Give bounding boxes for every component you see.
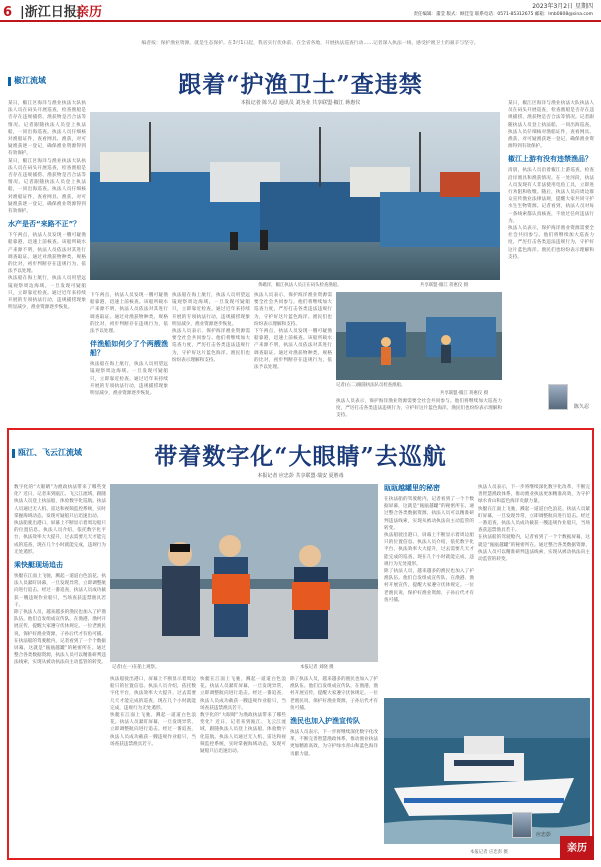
reporter1-name: 陈久忍 — [574, 404, 590, 410]
article2-column-5 — [384, 484, 474, 694]
article2-column-2 — [110, 676, 196, 856]
article1-right-text-3: 执法人员表示，保护海洋渔业资源需要全社会共同参与。他们将继续加大巡查力度，严厉打击各类违法违规行为，守护好这片蓝色海洋。渔民们也纷纷表示理解和支持。 — [508, 226, 594, 260]
article2-col1-text-4: 除了执法人员，越来越多的渔民也加入了护渔队伍。他们自发组成宣传队，在渔港、渔村开展宣传，提醒大家遵守伏休规定。一位老渔民说，保护好渔业资源，子孙后代才有鱼可捕。 — [14, 610, 106, 637]
article2-column-1 — [14, 484, 106, 854]
article2-col2-text: 执法船驶出港口，屏幕上不断显示着周边船只的位置信息。执法人员介绍，依托数字化平台，执法效率大大提升，过去需要几天才能完成的巡查，现在几个小时就能完成，违规行为无处遁形。 — [110, 677, 196, 711]
article2-col5-text-3: 除了执法人员，越来越多的渔民也加入了护渔队伍。他们自发组成宣传队，在渔港、渔村开展宣传，提醒大家遵守伏休规定。一位老渔民说，保护好渔业资源，子孙后代才有鱼可捕。 — [384, 569, 474, 603]
article1-col4-text-2: 下午两点，执法人员发现一艘可疑渔船靠港，迅速上前核查。该船所载水产来源不明，执法人员依法对其进行调查取证。通过对渔获物种类、规格的比对，初步判断存在违规行为，依法予以处理。 — [254, 329, 332, 371]
article2-photo-caption: 记者(左一)在船上观察。 — [112, 665, 160, 670]
article1-column-5 — [336, 398, 502, 422]
article2-photo2-credit: 本报记者 应忠彭 摄 — [470, 850, 508, 855]
article2-col3-text-2: 数字化的“大眼睛”为渔政执法带来了哪些变化？近日，记者来到瓯江、飞云江流域，跟随执法人员登上执法船，体验数字化巡航。执法人员通过无人机、雷达和视频监控系统，实时掌握海域动态，发现可疑船只后迅速出动。 — [200, 713, 286, 755]
article1-col3-text-2: 执法人员表示，保护海洋渔业资源需要全社会共同参与。他们将继续加大巡查力度，严厉打击各类违法违规行为，守护好这片蓝色海洋。渔民们也纷纷表示理解和支持。 — [172, 329, 250, 363]
article1-right-text-2: 清晨，执法人员沿着椒江上游巡查，检查沿岸渔具和渔获情况。在一处河段，执法人员发现有人非法使用电鱼工具，立即进行劝阻和收缴。随后，执法人员向周边群众宣传渔业法律法规，提醒大家共同守护水生生物资源。记者看到，执法人员对每一条线索都认真核查，不放过任何违法行为。 — [508, 168, 594, 224]
article1-right-text-1: 某日，椒江区海洋与渔业执法大队执法人员在码头开展巡查，检查渔船是否存在违规捕捞、渔获物是否合法等情况。记者跟随执法人员登上执法船，一同出海巡查。执法人员仔细核对渔船证件，查看网具、渔获，对可疑渔获逐一登记，确保渔业资源得到有效保护。 — [508, 101, 594, 150]
article2-main-photo — [110, 484, 378, 662]
section-badge-text: 亲历 — [567, 842, 587, 854]
article2-column-4 — [290, 676, 378, 856]
patrol-boat-officers-illustration — [110, 484, 378, 662]
patrol-ship-illustration — [384, 698, 590, 844]
article2-column-3 — [200, 676, 286, 856]
article2-col1-text-2: 执法船驶出港口，屏幕上不断显示着周边船只的位置信息。执法人员介绍，依托数字化平台，执法效率大大提升，过去需要几天才能完成的巡查，现在几个小时就能完成，违规行为无处遁形。 — [14, 521, 106, 555]
section-badge — [560, 836, 594, 860]
page-header — [0, 0, 601, 22]
editor-info: 责任编辑：董莹 版式：顾佳莹 联系电话：0571-85312675 邮箱：lmb0808@sina.com — [413, 12, 593, 17]
article1-editor-note: 编者按：保护渔业资源，就是生态保护。在3月1日起，我省实行伏休前，在全省各地，开展执法巡查行动……记者深入执法一线，感受护渔卫士的艰辛与坚守。 — [141, 41, 479, 46]
article1-second-photo — [336, 292, 502, 380]
article1-col4-text: 执法人员表示，保护海洋渔业资源需要全社会共同参与。他们将继续加大巡查力度，严厉打击各类违法违规行为，守护好这片蓝色海洋。渔民们也纷纷表示理解和支持。 — [254, 293, 332, 327]
article1-right-subhead: 椒江上游有没有违禁渔品？ — [508, 155, 592, 164]
article1-byline: 本报记者 陈久忍 通讯员 刘为业 共享联盟·椒江 蒋惠仪 — [240, 100, 361, 106]
article1-photo2-credit: 共享联盟·椒江 蒋惠仪 摄 — [440, 391, 489, 396]
article1-col3-text: 执法船在海上航行，执法人员用望远镜观察周边海域。一旦发现可疑船只，立即靠近检查。通过近年来持续开展的专项执法行动，违规捕捞现象明显减少，渔业资源逐步恢复。 — [172, 293, 250, 327]
article1-title: 跟着“护渔卫士”查违禁 — [178, 71, 423, 98]
tag-text-2: 瓯江、飞云江流域 — [18, 448, 82, 457]
article2-title: 带着数字化“大眼睛”去巡航 — [154, 443, 447, 470]
article2-col1-text: 数字化的“大眼睛”为渔政执法带来了哪些变化？近日，记者来到瓯江、飞云江流域，跟随执法人员登上执法船，体验数字化巡航。执法人员通过无人机、雷达和视频监控系统，实时掌握海域动态，发现可疑船只后迅速出动。 — [14, 485, 106, 519]
article1-col1-text: 某日，椒江区海洋与渔业执法大队执法人员在码头开展巡查，检查渔船是否存在违规捕捞、渔获物是否合法等情况。记者跟随执法人员登上执法船，一同出海巡查。执法人员仔细核对渔船证件，查看网具、渔获，对可疑渔获逐一登记，确保渔业资源得到有效保护。 — [8, 101, 86, 157]
article1-subhead-1: 水产是否“来路不正”？ — [8, 220, 81, 229]
article2-col4-text-2: 执法人员表示，下一步将继续深化数字化改革，不断完善智慧渔政体系，推动渔业执法更加精准高效，为守护绿水青山和蓝色海洋贡献力量。 — [290, 730, 378, 757]
article1-column-2 — [90, 292, 168, 420]
article2-col2-text-2: 快艇在江面上飞驰，溅起一道道白色浪花。执法人员紧盯屏幕，一旦发现异常，立即调整航向进行追击。经过一番追查，执法人员成功截获一艘违规作业船只，当场查获违禁渔具若干。 — [110, 713, 196, 747]
article2-subhead-3: 瓯瓯越罐里的秘密 — [384, 484, 440, 492]
article2-col5-text-2: 执法船驶出港口，屏幕上不断显示着周边船只的位置信息。执法人员介绍，依托数字化平台，执法效率大大提升，过去需要几天才能完成的巡查，现在几个小时就能完成，违规行为无处遁形。 — [384, 533, 474, 567]
reporter2-name: 应忠彭 — [536, 832, 552, 838]
article1-col1-text-3: 下午两点，执法人员发现一艘可疑渔船靠港，迅速上前核查。该船所载水产来源不明，执法人员依法对其进行调查取证。通过对渔获物种类、规格的比对，初步判断存在违规行为，依法予以处理。 — [8, 233, 86, 275]
paper-logo: |浙江日报| — [20, 5, 82, 20]
article2-col4-text: 除了执法人员，越来越多的渔民也加入了护渔队伍。他们自发组成宣传队，在渔港、渔村开展宣传，提醒大家遵守伏休规定。一位老渔民说，保护好渔业资源，子孙后代才有鱼可捕。 — [290, 677, 378, 711]
article1-photo2-caption: 记者(右二)跟随执法队员检查渔船。 — [336, 383, 406, 388]
issue-date: 2023年3月2日 星期四 — [532, 3, 593, 10]
article1-main-photo — [90, 112, 500, 280]
article1-column-3 — [172, 292, 250, 420]
article2-subhead-1: 乘快艇现场追击 — [14, 561, 63, 570]
article1-photo-credit: 共享联盟·椒江 蒋惠仪 摄 — [420, 283, 469, 288]
inspection-scene-illustration — [336, 292, 502, 380]
article1-right-column — [508, 100, 594, 420]
article1-col1-text-4: 执法船在海上航行，执法人员用望远镜观察周边海域。一旦发现可疑船只，立即靠近检查。通过近年来持续开展的专项执法行动，违规捕捞现象明显减少，渔业资源逐步恢复。 — [8, 276, 86, 311]
article2-subhead-2: 渔民也加入护渔宣传队 — [290, 717, 360, 726]
section-name: 亲历 — [76, 5, 103, 20]
article2-col3-text: 快艇在江面上飞驰，溅起一道道白色浪花。执法人员紧盯屏幕，一旦发现异常，立即调整航向进行追击。经过一番追查，执法人员成功截获一艘违规作业船只，当场查获违禁渔具若干。 — [200, 677, 286, 711]
harbor-boats-illustration — [90, 112, 500, 280]
reporter2-portrait — [512, 812, 532, 838]
article2-photo-credit: 本报记者 刘晓 摄 — [300, 665, 334, 670]
article1-col2-text: 下午两点，执法人员发现一艘可疑渔船靠港，迅速上前核查。该船所载水产来源不明，执法人员依法对其进行调查取证。通过对渔获物种类、规格的比对，初步判断存在违规行为，依法予以处理。 — [90, 293, 168, 335]
article1-col5-text: 执法人员表示，保护海洋渔业资源需要全社会共同参与。他们将继续加大巡查力度，严厉打击各类违法违规行为，守护好这片蓝色海洋。渔民们也纷纷表示理解和支持。 — [336, 399, 502, 419]
article1-subhead-2: 伴渔船如何少了个两艘渔船？ — [90, 340, 168, 358]
article1-column-4 — [254, 292, 332, 420]
tag-text: 椒江流域 — [14, 76, 46, 85]
page-number: 6 — [3, 5, 13, 20]
article2-col6-text: 执法人员表示，下一步将继续深化数字化改革，不断完善智慧渔政体系，推动渔业执法更加精准高效，为守护绿水青山和蓝色海洋贡献力量。 — [478, 485, 590, 505]
article1-col1-text-2: 某日，椒江区海洋与渔业执法大队执法人员在码头开展巡查，检查渔船是否存在违规捕捞、渔获物是否合法等情况。记者跟随执法人员登上执法船，一同出海巡查。执法人员仔细核对渔船证件，查看网具、渔获，对可疑渔获逐一登记，确保渔业资源得到有效保护。 — [8, 158, 86, 215]
article1-col2-text-2: 执法船在海上航行，执法人员用望远镜观察周边海域。一旦发现可疑船只，立即靠近检查。通过近年来持续开展的专项执法行动，违规捕捞现象明显减少，渔业资源逐步恢复。 — [90, 362, 168, 397]
article2-col6-text-2: 快艇在江面上飞驰，溅起一道道白色浪花。执法人员紧盯屏幕，一旦发现异常，立即调整航向进行追击。经过一番追查，执法人员成功截获一艘违规作业船只，当场查获违禁渔具若干。 — [478, 506, 590, 534]
article1-column-1 — [8, 100, 86, 420]
article1-photo-caption: 黄礁洋，椒江执法人员正在码头检查渔船。 — [258, 283, 342, 288]
article2-col1-text-5: 在执法船的驾驶舱内，记者看到了一个个数据屏幕，这就是“瓯瓯越罐”的秘密所在。通过整合各类数据资源，执法人员可以精准研判违法线索，实现从被动执法向主动监管的转变。 — [14, 638, 106, 666]
article2-column-6 — [478, 484, 590, 694]
article2-col1-text-3: 快艇在江面上飞驰，溅起一道道白色浪花。执法人员紧盯屏幕，一旦发现异常，立即调整航向进行追击。经过一番追查，执法人员成功截获一艘违规作业船只，当场查获违禁渔具若干。 — [14, 574, 106, 608]
article2-byline: 本报记者 应忠彭 共享联盟·瑞安 夏胜毒 — [257, 473, 344, 479]
reporter1-portrait — [548, 384, 568, 410]
article2-col6-text-3: 在执法船的驾驶舱内，记者看到了一个个数据屏幕，这就是“瓯瓯越罐”的秘密所在。通过整合各类数据资源，执法人员可以精准研判违法线索，实现从被动执法向主动监管的转变。 — [478, 535, 590, 563]
article2-ship-photo — [384, 698, 590, 844]
article2-col5-text: 在执法船的驾驶舱内，记者看到了一个个数据屏幕，这就是“瓯瓯越罐”的秘密所在。通过整合各类数据资源，执法人员可以精准研判违法线索，实现从被动执法向主动监管的转变。 — [384, 497, 474, 531]
